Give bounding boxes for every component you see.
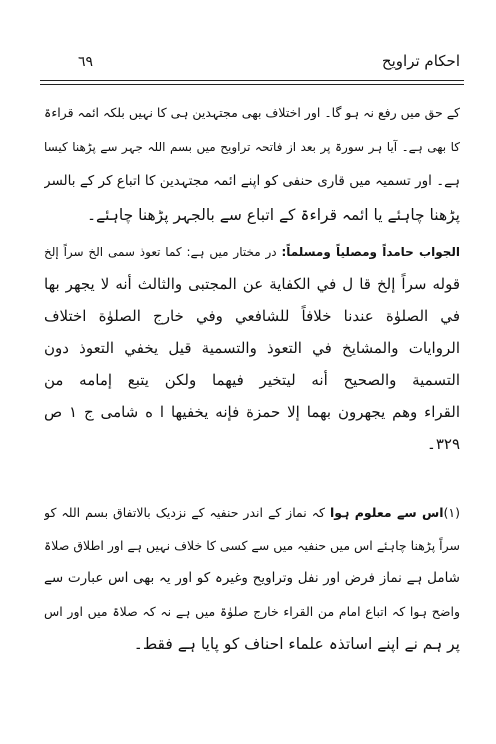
text-line: کے حق میں رفع نہ ہو گا۔ اور اختلاف بھی مجتہدین ہی کا نہیں بلکہ ائمہ قراءۃ <box>44 105 460 120</box>
text-line: واضح ہوا کہ اتباع امام من القراء خارج صلوٰۃ میں ہے نہ کہ صلاۃ میں اور اس <box>44 604 460 619</box>
arabic-quote-line: التسمية والصحيح أنه ليتخير فيهما ولكن يتبع إمامه من <box>44 371 460 389</box>
answer-paragraph <box>44 236 460 460</box>
note-marker: (١) <box>443 505 460 520</box>
header-rule <box>40 80 464 81</box>
book-title: احکام تراویح <box>381 52 460 70</box>
arabic-quote-line: الروايات والمشايخ في التعوذ والتسمية قيل يخفي التعوذ دون <box>44 339 460 357</box>
arabic-quote-line: القراء وهم يجهرون بهما إلا حمزة فإنه يخفيها ا ه شامی ج ١ ص <box>44 403 460 421</box>
conclusion-lead-text: کہ نماز کے اندر حنفیہ کے نزدیک بالاتفاق بسم اللہ کو <box>44 505 330 520</box>
text-line: ہے۔ اور تسمیہ میں قاری حنفی کو اپنے ائمہ مجتہدین کا اتباع کر کے بالسر <box>44 173 460 189</box>
arabic-quote-line: قوله سراً إلخ قا ل في الكفاية عن المجتبى والثالث أنه لا يجهر بها <box>44 275 460 293</box>
answer-lead-line <box>44 236 460 268</box>
conclusion-heading: اس سے معلوم ہوا <box>329 505 444 520</box>
text-line: کا بھی ہے۔ آیا ہر سورۃ پر بعد از فاتحہ تراویح میں بسم اللہ جہر سے پڑھنا کیسا <box>44 140 460 154</box>
header-rule-thin <box>40 84 464 85</box>
page-number: ٦٩ <box>78 54 94 70</box>
text-line: شامل ہے نماز فرض اور نفل وتراویح وغیرہ کو اور یہ بھی اس عبارت سے <box>44 570 460 586</box>
text-line: سراً پڑھنا چاہئے اس میں حنفیہ میں سے کسی کا خلاف نہیں ہے اور اطلاق صلاۃ <box>44 538 460 553</box>
answer-lead-text: در مختار میں ہے: كما تعوذ سمى الخ سراً إلخ <box>44 245 282 259</box>
answer-heading: الجواب حامداً ومصلیاً ومسلماً: <box>281 245 460 259</box>
conclusion-paragraph <box>44 496 460 661</box>
running-header <box>40 52 464 78</box>
reference-tail: ٣٢٩۔ <box>427 435 460 453</box>
text-line: پر ہم نے اپنے اساتذہ علماء احناف کو پایا ہے فقط۔ <box>133 635 460 653</box>
conclusion-lead-line <box>44 496 460 529</box>
arabic-quote-line: في الصلوٰة عندنا خلافاً للشافعي وفي خارج الصلوٰة اختلاف <box>44 307 460 325</box>
text-line: پڑھنا چاہئے یا ائمہ قراءۃ کے اتباع سے بالجہر پڑھنا چاہئے۔ <box>86 206 460 224</box>
question-paragraph <box>44 96 460 232</box>
